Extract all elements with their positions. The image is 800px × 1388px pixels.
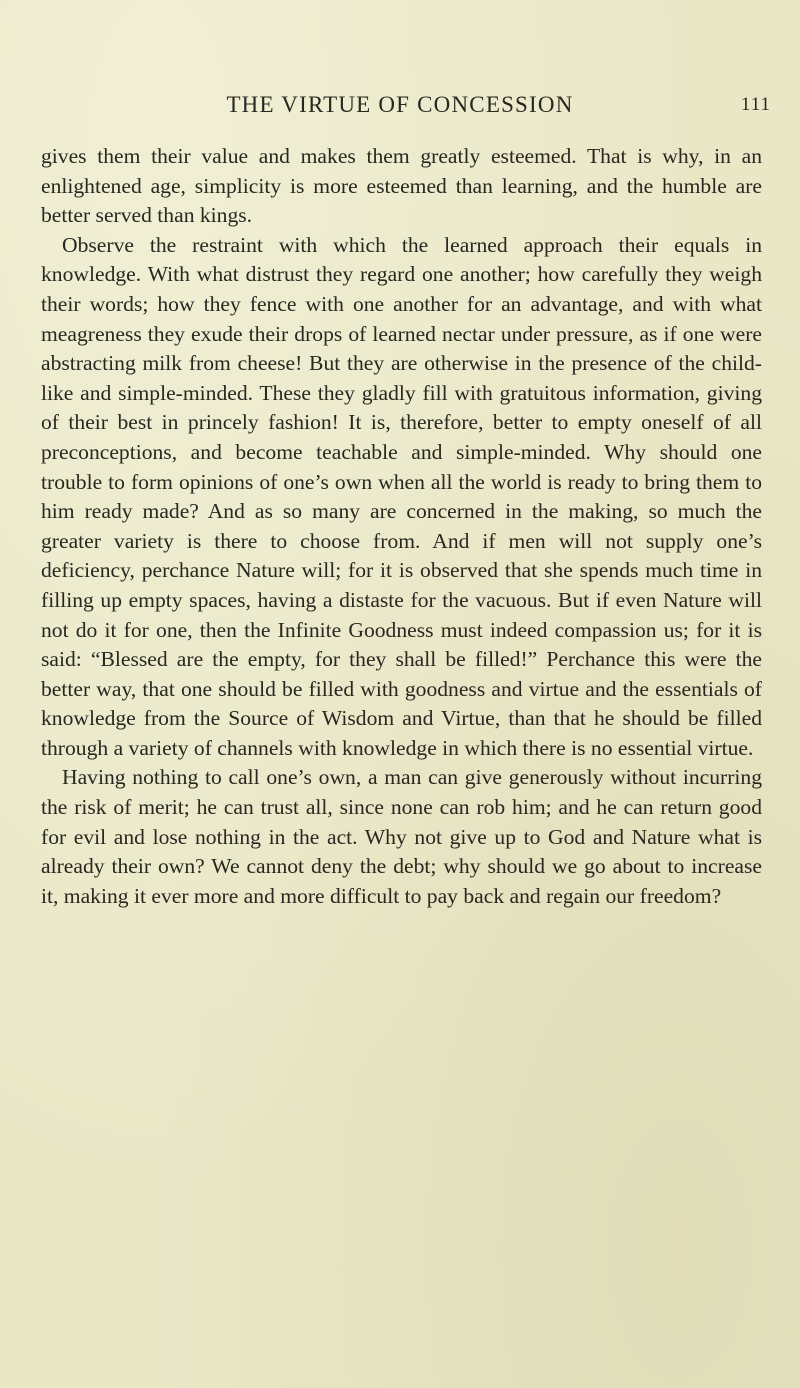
paragraph-3: Having nothing to call one’s own, a man can give generously without incurring the risk of merit; he can trust all, since none can rob him; and he can return good for evil and lose nothing in the act. Why not give up to God and Nature what is already their own? We cannot deny the debt; why should we go about to increase it, making it ever more and more difficult to pay back and regain our freedom?	[41, 765, 762, 908]
paragraph-1: gives them their value and makes them greatly esteemed. That is why, in an enlightened age, simplicity is more esteemed than learning, and the humble are better served than kings.	[41, 144, 762, 228]
body-text	[41, 142, 762, 911]
chapter-title: THE VIRTUE OF CONCESSION	[226, 92, 574, 117]
running-head	[0, 87, 800, 123]
page-number: 111	[740, 94, 771, 115]
paragraph-2: Observe the restraint with which the learned approach their equals in knowledge. With what distrust they regard one another; how carefully they weigh their words; how they fence with one another for an advantage, and with what meagreness they exude their drops of learned nectar under pressure, as if one were abstracting milk from cheese! But they are otherwise in the presence of the child-like and simple-minded. These they gladly fill with gratuitous information, giving of their best in princely fashion! It is, therefore, better to empty oneself of all preconceptions, and become teachable and simple-minded. Why should one trouble to form opinions of one’s own when all the world is ready to bring them to him ready made? And as so many are concerned in the making, so much the greater variety is there to choose from. And if men will not supply one’s deficiency, perchance Nature will; for it is observed that she spends much time in filling up empty spaces, having a distaste for the vacuous. But if even Nature will not do it for one, then the Infinite Goodness must indeed compassion us; for it is said: “Blessed are the empty, for they shall be filled!” Perchance this were the better way, that one should be filled with goodness and virtue and the essentials of knowledge from the Source of Wisdom and Virtue, than that he should be filled through a variety of channels with knowledge in which there is no essential virtue.	[41, 232, 762, 760]
